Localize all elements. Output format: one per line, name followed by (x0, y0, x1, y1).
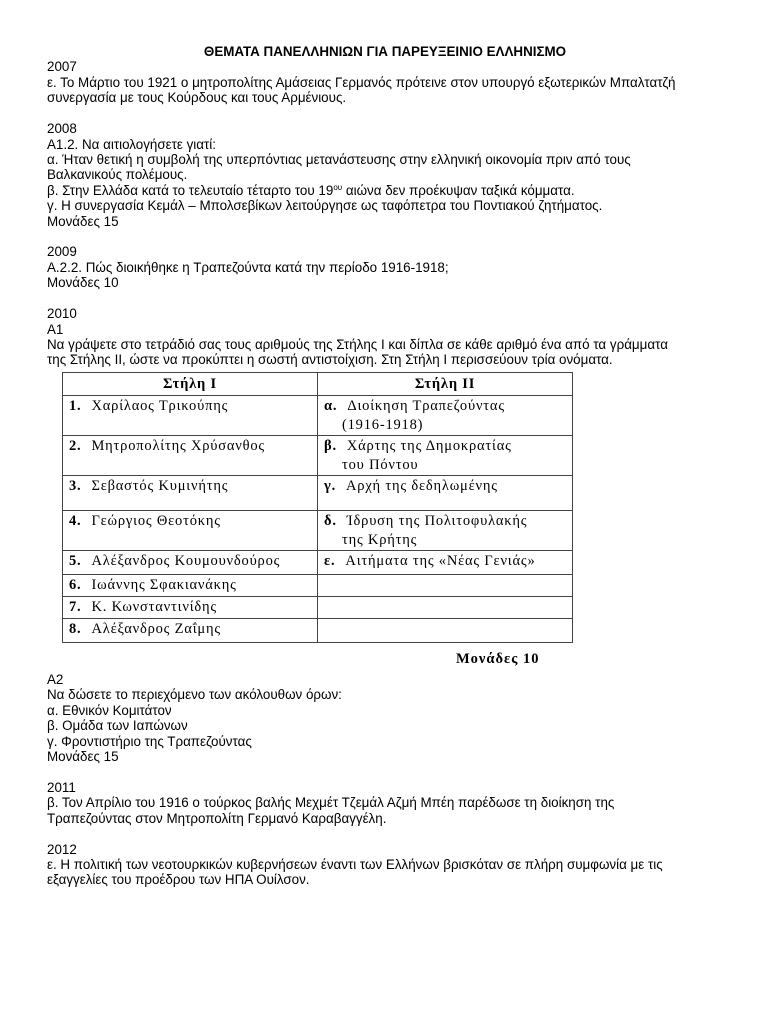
table-row: 5. Αλέξανδρος Κουμουνδούρος ε. Αιτήματα της «Νέας Γενιάς» (63, 551, 573, 575)
question-2010-a1-line-2: της Στήλης ΙΙ, ώστε να προκύπτει η σωστή αντιστοίχιση. Στη Στήλη Ι περισσεύουν τρία ονόματα. (47, 352, 613, 368)
question-2011-line-1: β. Τον Απρίλιο του 1916 ο τούρκος βαλής Μεχμέτ Τζεμάλ Αζμή Μπέη παρέδωσε τη διοίκηση της (47, 795, 615, 811)
question-2010-a2-c: γ. Φροντιστήριο της Τραπεζούντας (47, 733, 252, 749)
table-row: 7. Κ. Κωνσταντινίδης (63, 597, 573, 619)
question-2010-a2-b: β. Ομάδα των Ιαπώνων (47, 718, 188, 734)
marks-2010-a2: Μονάδες 15 (47, 749, 119, 765)
year-2011: 2011 (47, 779, 76, 795)
marks-2008: Μονάδες 15 (47, 213, 119, 229)
marks-2009: Μονάδες 10 (47, 275, 119, 291)
question-2010-a1-label: Α1 (47, 321, 64, 337)
table-row: 2. Μητροπολίτης Χρύσανθος β. Χάρτης της Δημοκρατίας του Πόντου (63, 436, 573, 476)
column-1-header: Στήλη Ι (63, 373, 318, 396)
question-2010-a1-line-1: Να γράψετε στο τετράδιό σας τους αριθμούς της Στήλης Ι και δίπλα σε κάθε αριθμό ένα από τα γράμματα (47, 337, 668, 352)
question-2008-b: β. Στην Ελλάδα κατά το τελευταίο τέταρτο του $19^{o\upsilon}$ αιώνα δεν προέκυψαν ταξικά κόμματα. (47, 182, 575, 198)
question-2008-a-line-1: α. Ήταν θετική η συμβολή της υπερπόντιας μετανάστευσης στην ελληνική οικονομία πριν από τους (47, 151, 631, 167)
table-row: 3. Σεβαστός Κυμινήτης γ. Αρχή της δεδηλωμένης (63, 476, 573, 511)
matching-table (62, 372, 573, 643)
question-2010-a2-label: Α2 (47, 672, 64, 687)
document-title: ΘΕΜΑΤΑ ΠΑΝΕΛΛΗΝΙΩΝ ΓΙΑ ΠΑΡΕΥΞΕΙΝΙΟ ΕΛΛΗΝΙΣΜΟ (203, 44, 567, 59)
year-2010: 2010 (47, 306, 77, 322)
year-2007: 2007 (47, 59, 77, 75)
table-row: 1. Χαρίλαος Τρικούπης α. Διοίκηση Τραπεζούντας (1916-1918) (63, 396, 573, 436)
question-2008-intro: Α1.2. Να αιτιολογήσετε γιατί: (47, 136, 216, 152)
year-2012: 2012 (47, 841, 77, 857)
question-2011-line-2: Τραπεζούντας στον Μητροπολίτη Γερμανό Καραβαγγέλη. (47, 810, 387, 826)
year-2008: 2008 (47, 121, 77, 137)
document-page (47, 44, 723, 888)
table-row: 6. Ιωάννης Σφακιανάκης (63, 575, 573, 597)
question-2012-line-1: ε. Η πολιτική των νεοτουρκικών κυβερνήσεων έναντι των Ελλήνων βρισκόταν σε πλήρη συμφωνία με τις (47, 857, 663, 873)
question-2008-a-line-2: Βαλκανικούς πολέμους. (47, 167, 188, 183)
question-2012-line-2: εξαγγελίες του προέδρου των ΗΠΑ Ουίλσον. (47, 872, 310, 888)
year-2009: 2009 (47, 244, 77, 260)
question-2010-a2-a: α. Εθνικόν Κομιτάτον (47, 702, 172, 718)
question-2007-line-2: συνεργασία με τους Κούρδους και τους Αρμένιους. (47, 90, 347, 106)
question-2010-a2-intro: Να δώσετε το περιεχόμενο των ακόλουθων όρων: (47, 687, 342, 703)
column-2-header: Στήλη ΙΙ (318, 373, 573, 396)
table-marks: Μονάδες 10 (456, 651, 540, 667)
table-row: 8. Αλέξανδρος Ζαΐμης (63, 619, 573, 643)
question-2009: Α.2.2. Πώς διοικήθηκε η Τραπεζούντα κατά την περίοδο 1916-1918; (47, 259, 449, 275)
question-2007-line-1: ε. Το Μάρτιο του 1921 ο μητροπολίτης Αμάσειας Γερμανός πρότεινε στον υπουργό εξωτερικών Μπαλτατζή (47, 74, 676, 90)
question-2008-c: γ. Η συνεργασία Κεμάλ – Μπολσεβίκων λειτούργησε ως ταφόπετρα του Ποντιακού ζητήματος. (47, 198, 603, 214)
table-row: 4. Γεώργιος Θεοτόκης δ. Ίδρυση της Πολιτοφυλακής της Κρήτης (63, 511, 573, 551)
